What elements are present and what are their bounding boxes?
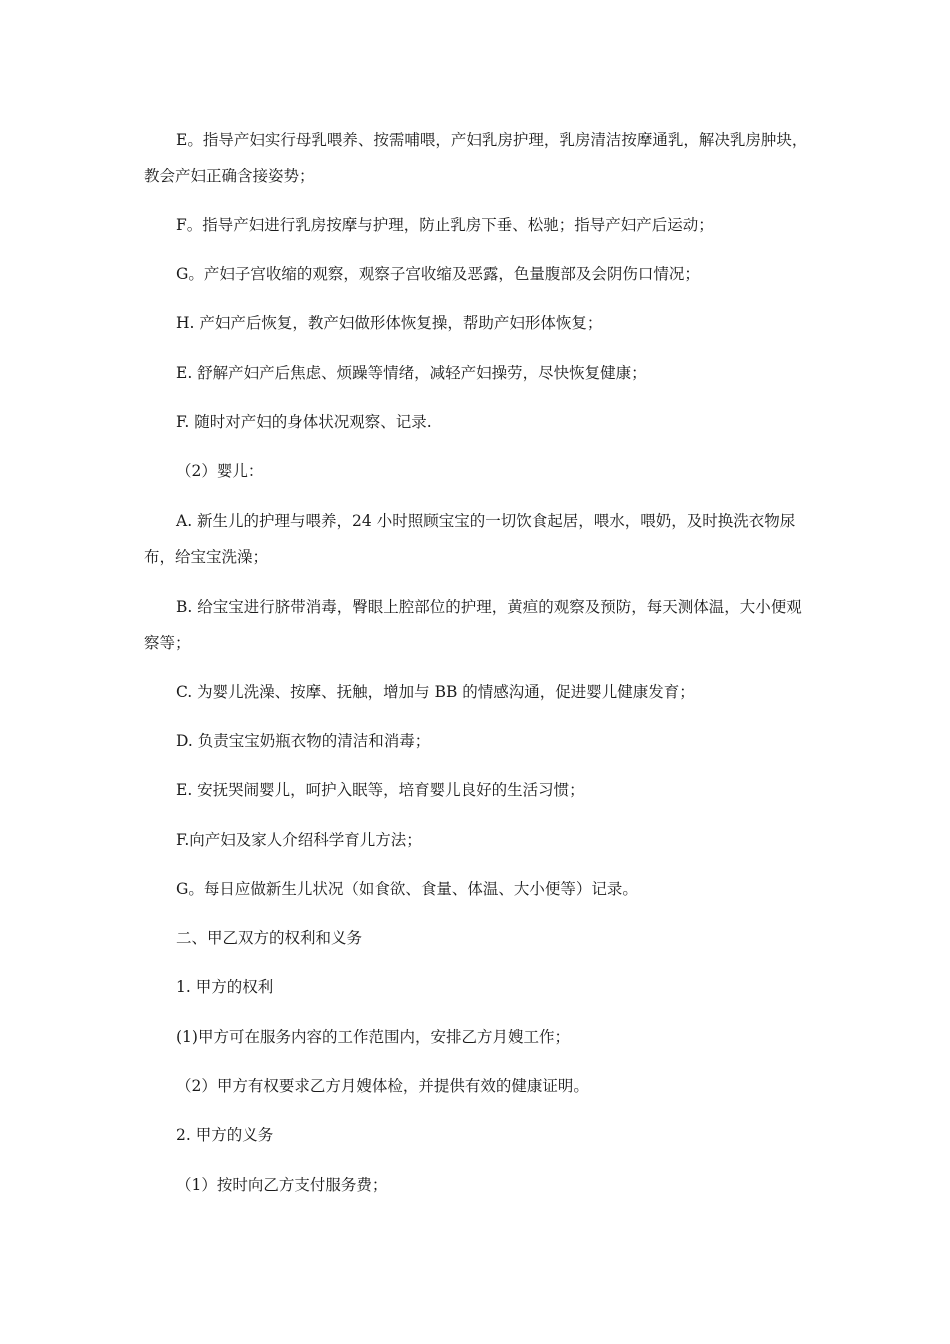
subheading-party-a-rights: 1. 甲方的权利 xyxy=(176,978,274,996)
paragraph-d-bottles: D. 负责宝宝奶瓶衣物的清洁和消毒； xyxy=(176,732,431,750)
paragraph-f-parenting: F.向产妇及家人介绍科学育儿方法； xyxy=(176,831,422,849)
paragraph-e-emotions: E. 舒解产妇产后焦虑、烦躁等情绪，减轻产妇操劳，尽快恢复健康； xyxy=(176,364,647,382)
paragraph-a-rights-1: (1)甲方可在服务内容的工作范围内，安排乙方月嫂工作； xyxy=(176,1028,570,1046)
paragraph-h-recovery: H. 产妇产后恢复，教产妇做形体恢复操，帮助产妇形体恢复； xyxy=(176,314,603,332)
paragraph-f-observe: F. 随时对产妇的身体状况观察、记录. xyxy=(176,413,432,431)
paragraph-g-daily-record: G。每日应做新生儿状况（如食欲、食量、体温、大小便等）记录。 xyxy=(176,880,638,898)
paragraph-a-rights-2: （2）甲方有权要求乙方月嫂体检，并提供有效的健康证明。 xyxy=(176,1077,589,1095)
paragraph-f-breast-massage: F。指导产妇进行乳房按摩与护理，防止乳房下垂、松驰；指导产妇产后运动； xyxy=(176,216,714,234)
paragraph-g-uterus: G。产妇子宫收缩的观察，观察子宫收缩及恶露，色量腹部及会阴伤口情况； xyxy=(176,265,700,283)
paragraph-e-breastfeeding: E。指导产妇实行母乳喂养、按需哺喂，产妇乳房护理，乳房清洁按摩通乳，解决乳房肿块，教会产妇正确含接姿势； xyxy=(144,131,808,185)
paragraph-a-newborn-care: A. 新生儿的护理与喂养，24 小时照顾宝宝的一切饮食起居，喂水，喂奶，及时换洗衣物尿布，给宝宝洗澡； xyxy=(144,512,796,566)
paragraph-e-soothing: E. 安抚哭闹婴儿，呵护入眠等，培育婴儿良好的生活习惯； xyxy=(176,781,585,799)
paragraph-a-duties-1: （1）按时向乙方支付服务费； xyxy=(176,1176,388,1194)
paragraph-b-umbilical: B. 给宝宝进行脐带消毒，臀眼上腔部位的护理，黄疸的观察及预防，每天测体温，大小便观察等； xyxy=(144,598,802,652)
section-heading-rights-duties: 二、甲乙双方的权利和义务 xyxy=(176,929,363,947)
subheading-party-a-duties: 2. 甲方的义务 xyxy=(176,1126,274,1144)
paragraph-c-bathing: C. 为婴儿洗澡、按摩、抚触，增加与 BB 的情感沟通，促进婴儿健康发育； xyxy=(176,683,695,701)
paragraph-infant-heading: （2）婴儿： xyxy=(176,462,264,480)
